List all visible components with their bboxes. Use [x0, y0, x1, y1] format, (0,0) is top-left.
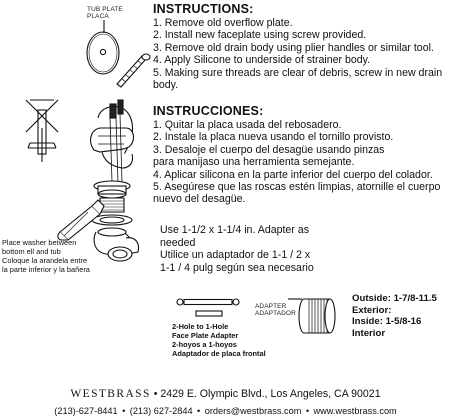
washer-note-line: Coloque la arandela entre [2, 256, 88, 265]
phone-2: (213) 627-2844 [129, 406, 193, 416]
separator: • [122, 406, 126, 416]
adapter-note [160, 224, 360, 274]
adapter-note-line: Use 1-1/2 x 1-1/4 in. Adapter as [160, 224, 309, 236]
tub-plate-drawing [87, 20, 119, 74]
drain-body-drawing [92, 181, 139, 261]
brand-name: WESTBRASS [70, 388, 151, 400]
dimension-line: Exterior: [352, 304, 392, 316]
dimension-line: Inside: 1-5/8-16 [352, 316, 422, 328]
website-link[interactable]: www.westbrass.com [313, 406, 397, 416]
instrucciones-heading: INSTRUCCIONES: [153, 104, 264, 118]
adapter-note-line: needed [160, 236, 196, 249]
instruccion-step: 3. Desaloje el cuerpo del desagüe usando pinzas [153, 143, 385, 156]
strainer-cross-drawing [26, 100, 58, 162]
instruccion-step: 5. Asegúrese que las roscas estén limpias, atornille el cuerpo [153, 181, 441, 194]
instruccion-step: 2. Instale la placa nueva usando el tornillo provisto. [153, 131, 394, 144]
washer-note-line: Place washer between [2, 238, 77, 247]
instructions-heading: INSTRUCTIONS: [153, 2, 254, 16]
faceplate-caption-line: 2-Hole to 1-Hole [172, 322, 229, 331]
address-text: • 2429 E. Olympic Blvd., Los Angeles, CA 90021 [150, 388, 381, 400]
instructions-spanish [153, 104, 451, 206]
placa-label: PLACA [87, 13, 109, 20]
separator: • [197, 406, 201, 416]
email-link[interactable]: orders@westbrass.com [204, 406, 302, 416]
instruction-step: body. [153, 79, 179, 92]
adapter-note-line: Utilice un adaptador de 1-1 / 2 x [160, 249, 311, 262]
dimension-line: Interior [352, 327, 386, 339]
instruccion-step: nuevo del desagüe. [153, 193, 246, 206]
tub-plate-label: TUB PLATE [87, 6, 123, 13]
separator: • [305, 406, 310, 416]
adaptador-label: ADAPTADOR [255, 310, 296, 317]
washer-note-line: bottom ell and tub [2, 247, 61, 256]
instruction-step: 2. Install new faceplate using screw provided. [153, 29, 367, 42]
instruction-step: 4. Apply Silicone to underside of strainer body. [153, 54, 371, 67]
instruccion-step: 4. Aplicar silicona en la parte inferior del cuerpo del colador. [153, 168, 433, 181]
hand-pliers-drawing [91, 100, 134, 182]
faceplate-caption-line: 2-hoyos a 1-hoyos [172, 340, 237, 349]
footer-address [0, 384, 451, 402]
adapter-label: ADAPTER [255, 303, 287, 310]
phone-1: (213)-627-8441 [54, 406, 118, 416]
washer-note [2, 238, 98, 274]
instruccion-step: 1. Quitar la placa usada del rebosadero. [153, 119, 342, 131]
instruction-step: 1. Remove old overflow plate. [153, 17, 293, 29]
thread-dimensions [352, 293, 451, 339]
instruction-step: 3. Remove old drain body using plier handles or similar tool. [153, 41, 434, 54]
faceplate-caption [172, 322, 282, 358]
faceplate-caption-line: Face Plate Adapter [172, 331, 239, 340]
dimension-line: Outside: 1-7/8-11.5 [352, 293, 437, 304]
faceplate-caption-line: Adaptador de placa frontal [172, 349, 266, 358]
instruccion-step: para manijaso una herramienta semejante. [153, 156, 355, 169]
instructions-english [153, 2, 451, 91]
faceplate-adapter-drawing [177, 299, 239, 316]
footer-contact [0, 401, 451, 419]
screw-drawing [117, 54, 150, 87]
washer-note-line: la parte inferior y la bañera [2, 265, 90, 274]
adapter-note-line: 1-1 / 4 pulg según sea necesario [160, 261, 314, 274]
instruction-step: 5. Making sure threads are clear of debris, screw in new drain [153, 66, 443, 79]
